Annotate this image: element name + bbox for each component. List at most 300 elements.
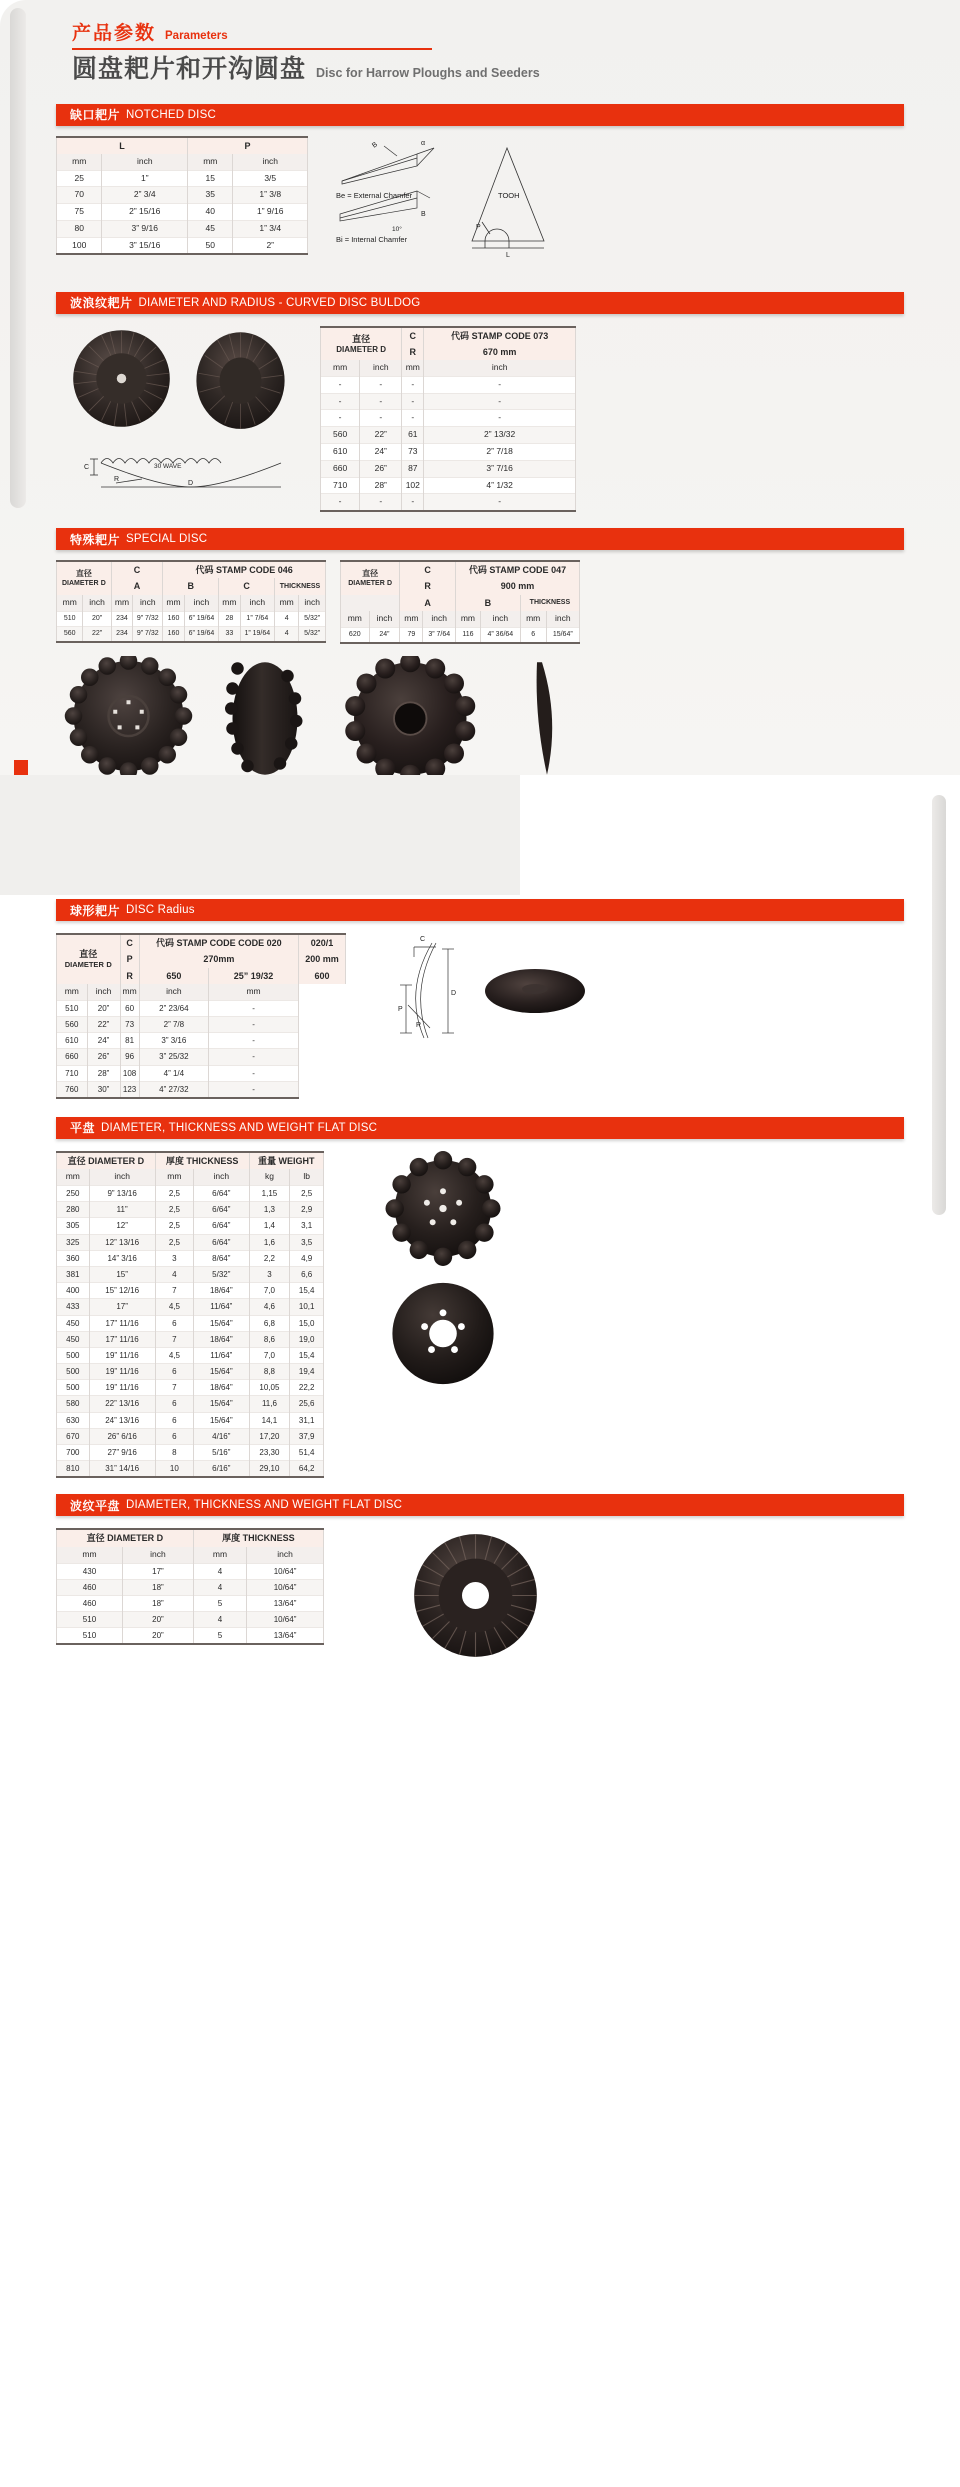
cell: 234 bbox=[111, 611, 132, 626]
cell: 22” bbox=[87, 1016, 120, 1032]
stamp-value: 670 mm bbox=[424, 344, 576, 360]
cell: 580 bbox=[57, 1396, 90, 1412]
table-row bbox=[341, 595, 580, 611]
section-bar-notched bbox=[56, 104, 904, 126]
flat-disc-image-scalloped bbox=[378, 1151, 508, 1266]
cell: 2” bbox=[233, 237, 308, 254]
cell: 4” 1/32 bbox=[424, 477, 576, 494]
unit-header: inch bbox=[247, 1547, 324, 1563]
unit-header: kg bbox=[249, 1169, 290, 1185]
diameter-en: DIAMETER bbox=[64, 960, 104, 970]
cell: 15/64” bbox=[194, 1396, 249, 1412]
cell: 3” 7/64 bbox=[423, 627, 455, 643]
cell: 100 bbox=[57, 237, 102, 254]
wavy-disc-figure bbox=[338, 1528, 543, 1668]
cell: 28” bbox=[360, 477, 402, 494]
cell: 15” bbox=[89, 1266, 155, 1282]
group-header-weight: 重量 WEIGHT bbox=[249, 1152, 323, 1169]
bar-label-en: SPECIAL DISC bbox=[126, 533, 208, 546]
cell: 45 bbox=[188, 220, 233, 237]
bar-label-en: NOTCHED DISC bbox=[126, 108, 216, 121]
radius-label-c: C bbox=[420, 936, 426, 943]
table-row bbox=[57, 1563, 324, 1579]
table-body-notched bbox=[57, 170, 308, 254]
table-row bbox=[57, 1595, 324, 1611]
unit-header: mm bbox=[275, 595, 299, 611]
unit-header: mm bbox=[57, 595, 83, 611]
cell: 325 bbox=[57, 1234, 90, 1250]
cell: - bbox=[321, 494, 360, 511]
cell: 31,1 bbox=[290, 1412, 324, 1428]
cell: 2,5 bbox=[155, 1218, 193, 1234]
cell: 116 bbox=[455, 627, 480, 643]
left-decorative-rail bbox=[10, 8, 26, 508]
cell: 3 bbox=[249, 1266, 290, 1282]
special-disc-figures bbox=[56, 656, 904, 781]
cell: 26” 6/16 bbox=[89, 1428, 155, 1444]
page-title-chinese: 圆盘耙片和开沟圆盘 bbox=[72, 54, 307, 83]
cell: 1,6 bbox=[249, 1234, 290, 1250]
table-row bbox=[57, 170, 308, 187]
flat-bar-wrap bbox=[56, 1117, 904, 1139]
stamp-en: STAMP CODE CODE 020 bbox=[176, 938, 282, 948]
lower-grey-band bbox=[0, 775, 520, 895]
section-wavy-flat-disc bbox=[0, 1494, 960, 1708]
cell: 17” bbox=[122, 1563, 193, 1579]
cell: 15/64” bbox=[194, 1364, 249, 1380]
stamp-en: STAMP CODE 047 bbox=[489, 565, 567, 576]
cell: 23,30 bbox=[249, 1445, 290, 1461]
cell: 11/64” bbox=[194, 1299, 249, 1315]
table-row bbox=[321, 460, 576, 477]
unit-header: mm bbox=[57, 1547, 123, 1563]
table-body-radius bbox=[57, 1000, 346, 1098]
cell: 10/64” bbox=[247, 1579, 324, 1595]
cell: 17” 11/16 bbox=[89, 1315, 155, 1331]
table-notched-disc bbox=[56, 136, 308, 256]
cell: 29,10 bbox=[249, 1461, 290, 1478]
cell: - bbox=[360, 494, 402, 511]
p-value: 270mm bbox=[139, 951, 298, 967]
cell: 4 bbox=[193, 1563, 246, 1579]
cell: 4 bbox=[193, 1579, 246, 1595]
wave-label-d: D bbox=[188, 479, 194, 487]
cell: 18/64” bbox=[194, 1380, 249, 1396]
table-body-bulldog bbox=[321, 376, 576, 511]
unit-header: mm bbox=[155, 1169, 193, 1185]
cell: 123 bbox=[120, 1081, 139, 1098]
cell: 6” 19/64 bbox=[184, 611, 218, 626]
cell: 12” bbox=[89, 1218, 155, 1234]
cell: 2” 15/16 bbox=[102, 204, 188, 221]
bar-label-cn: 缺口耙片 bbox=[70, 108, 121, 122]
cell: 4/16” bbox=[194, 1428, 249, 1444]
cell: 31” 14/16 bbox=[89, 1461, 155, 1478]
page-header bbox=[0, 0, 960, 82]
cell: 560 bbox=[321, 427, 360, 444]
chamfer-label-B-bottom: B bbox=[421, 210, 426, 218]
cell: 4 bbox=[275, 611, 299, 626]
header-kicker bbox=[72, 24, 960, 43]
cell: 14,1 bbox=[249, 1412, 290, 1428]
bar-label-cn: 平盘 bbox=[70, 1121, 96, 1136]
cell: 9” 7/32 bbox=[133, 626, 163, 642]
cell: 6” 19/64 bbox=[184, 626, 218, 642]
lower-section bbox=[0, 775, 960, 1708]
section-bar-wavy bbox=[56, 1494, 904, 1516]
cell: 305 bbox=[57, 1218, 90, 1234]
cell: 700 bbox=[57, 1445, 90, 1461]
cell: 60 bbox=[120, 1000, 139, 1016]
bar-label-cn: 波纹平盘 bbox=[70, 1498, 121, 1513]
table-row bbox=[57, 1266, 324, 1282]
cell: 5/32” bbox=[299, 611, 326, 626]
cell: 2,5 bbox=[155, 1234, 193, 1250]
cell: 19” 11/16 bbox=[89, 1364, 155, 1380]
cell: 26” bbox=[360, 460, 402, 477]
section-bar-radius bbox=[56, 899, 904, 921]
cell: 510 bbox=[57, 1612, 123, 1628]
cell: 51,4 bbox=[290, 1445, 324, 1461]
unit-header: inch bbox=[369, 611, 400, 627]
table-row bbox=[57, 984, 346, 1000]
radius-profile-diagram bbox=[384, 933, 464, 1048]
header-title-row bbox=[72, 54, 960, 83]
bar-label-cn: 特殊耙片 bbox=[70, 532, 121, 547]
cell: - bbox=[402, 494, 424, 511]
cell: 6/64” bbox=[194, 1234, 249, 1250]
stamp-cn: 代码 bbox=[451, 330, 470, 341]
diameter-en: DIAMETER bbox=[61, 579, 99, 587]
cell: 4” 27/32 bbox=[139, 1081, 208, 1098]
table-row bbox=[57, 561, 326, 578]
table-body-special-047 bbox=[341, 627, 580, 643]
table-row bbox=[321, 494, 576, 511]
cell: 6 bbox=[155, 1396, 193, 1412]
unit-header: inch bbox=[480, 611, 520, 627]
table-row bbox=[57, 204, 308, 221]
col-header-R: R bbox=[402, 344, 424, 360]
unit-header: mm bbox=[209, 984, 299, 1000]
label-l: L bbox=[506, 251, 510, 259]
special-disc-image-side-serrated bbox=[210, 656, 315, 781]
cell: 1” 3/8 bbox=[233, 187, 308, 204]
cell: 450 bbox=[57, 1331, 90, 1347]
group-header-diameter bbox=[321, 327, 402, 361]
cell: 250 bbox=[57, 1186, 90, 1202]
col-header-C: C bbox=[120, 934, 139, 951]
cell: 11/64” bbox=[194, 1347, 249, 1363]
cell: 660 bbox=[57, 1049, 88, 1065]
cell: 510 bbox=[57, 1000, 88, 1016]
label-tooh: TOOH bbox=[498, 190, 520, 200]
spherical-disc-image bbox=[480, 936, 590, 1046]
unit-header: mm bbox=[219, 595, 240, 611]
table-row bbox=[57, 1445, 324, 1461]
sub-header-C: C bbox=[219, 578, 275, 594]
diameter-sym: D bbox=[386, 579, 393, 587]
unit-header: inch bbox=[122, 1547, 193, 1563]
cell: 8 bbox=[155, 1445, 193, 1461]
cell: 17” bbox=[89, 1299, 155, 1315]
table-row bbox=[321, 327, 576, 344]
unit-header: mm bbox=[520, 611, 546, 627]
table-row bbox=[57, 626, 326, 642]
group-header-diameter: 直径 DIAMETER D bbox=[57, 1152, 156, 1169]
cell: 24” bbox=[360, 444, 402, 461]
cell: 22” bbox=[360, 427, 402, 444]
cell: 4,9 bbox=[290, 1250, 324, 1266]
cell: 2” 23/64 bbox=[139, 1000, 208, 1016]
cell: 61 bbox=[402, 427, 424, 444]
cell: 2,2 bbox=[249, 1250, 290, 1266]
stamp-cn: 代码 bbox=[195, 565, 214, 576]
cell: 2,9 bbox=[290, 1202, 324, 1218]
cell: 500 bbox=[57, 1380, 90, 1396]
table-row bbox=[341, 627, 580, 643]
cell: 40 bbox=[188, 204, 233, 221]
cell: 9” 7/32 bbox=[133, 611, 163, 626]
bulldog-figures bbox=[56, 326, 306, 496]
cell: - bbox=[360, 376, 402, 393]
bar-label-en: DIAMETER AND RADIUS - CURVED DISC BULDOG bbox=[138, 296, 421, 309]
table-row bbox=[57, 1000, 346, 1016]
special-bar-wrap bbox=[56, 528, 904, 550]
cell: 2” 7/8 bbox=[139, 1016, 208, 1032]
cell: 11” bbox=[89, 1202, 155, 1218]
cell: 5/16” bbox=[194, 1445, 249, 1461]
unit-header: mm bbox=[402, 360, 424, 376]
cell: 6 bbox=[155, 1412, 193, 1428]
unit-header: inch bbox=[194, 1169, 249, 1185]
cell: 6/64” bbox=[194, 1186, 249, 1202]
table-row bbox=[57, 1250, 324, 1266]
table-row bbox=[57, 1380, 324, 1396]
stamp-cn: 代码 bbox=[155, 938, 174, 948]
table-row bbox=[57, 1396, 324, 1412]
stamp-header-group bbox=[163, 561, 326, 578]
cell: 6 bbox=[155, 1364, 193, 1380]
sub-header-A: A bbox=[111, 578, 163, 594]
cell: 24” 13/16 bbox=[89, 1412, 155, 1428]
cell: 9” 13/16 bbox=[89, 1186, 155, 1202]
bar-label-cn: 波浪纹耙片 bbox=[70, 296, 133, 310]
special-disc-image-edge-view bbox=[513, 656, 571, 781]
section-bulldog bbox=[0, 292, 960, 513]
cell: 64,2 bbox=[290, 1461, 324, 1478]
bulldog-bar-wrap bbox=[56, 292, 904, 314]
cell: 15,0 bbox=[290, 1315, 324, 1331]
radius-label-p: P bbox=[398, 1006, 403, 1013]
unit-header: mm bbox=[120, 984, 139, 1000]
cell: 15 bbox=[188, 170, 233, 187]
cell: 18” bbox=[122, 1595, 193, 1611]
table-row bbox=[321, 477, 576, 494]
table-special-047 bbox=[340, 560, 580, 644]
unit-header: inch bbox=[299, 595, 326, 611]
cell: 4” 36/64 bbox=[480, 627, 520, 643]
special-tables-row bbox=[56, 560, 904, 644]
wave-label-r: R bbox=[114, 475, 120, 483]
col-header-R: R bbox=[120, 968, 139, 984]
unit-header: inch bbox=[139, 984, 208, 1000]
cell: 8,8 bbox=[249, 1364, 290, 1380]
cell: 17” 11/16 bbox=[89, 1331, 155, 1347]
unit-header: mm bbox=[188, 154, 233, 170]
table-row bbox=[57, 1547, 324, 1563]
curved-disc-image-angled bbox=[188, 326, 293, 431]
cell: 24” bbox=[87, 1033, 120, 1049]
unit-header: mm bbox=[341, 611, 370, 627]
radius-bar-wrap bbox=[56, 899, 904, 921]
stamp-en: STAMP CODE 046 bbox=[216, 565, 293, 576]
cell: 670 bbox=[57, 1428, 90, 1444]
cell: 3,5 bbox=[290, 1234, 324, 1250]
cell: 22,2 bbox=[290, 1380, 324, 1396]
unit-header: inch bbox=[423, 611, 455, 627]
diameter-en: DIAMETER D bbox=[336, 344, 387, 354]
unit-header: inch bbox=[89, 1169, 155, 1185]
table-row bbox=[341, 561, 580, 578]
table-row bbox=[321, 360, 576, 376]
cell: 430 bbox=[57, 1563, 123, 1579]
unit-header: inch bbox=[133, 595, 163, 611]
kicker-english: Parameters bbox=[165, 29, 228, 42]
cell: 500 bbox=[57, 1364, 90, 1380]
table-body-flat bbox=[57, 1186, 324, 1478]
cell: 2” 3/4 bbox=[102, 187, 188, 204]
cell: 5 bbox=[193, 1628, 246, 1645]
cell: - bbox=[424, 393, 576, 410]
cell: 15,4 bbox=[290, 1347, 324, 1363]
table-row bbox=[57, 1081, 346, 1098]
table-row bbox=[57, 1202, 324, 1218]
cell: 6/64” bbox=[194, 1218, 249, 1234]
cell: 19” 11/16 bbox=[89, 1347, 155, 1363]
cell: 22” 13/16 bbox=[89, 1396, 155, 1412]
cell: 10/64” bbox=[247, 1612, 324, 1628]
curved-disc-image-front bbox=[69, 326, 174, 431]
group-header-diameter bbox=[57, 934, 121, 984]
group-header-diameter bbox=[57, 561, 112, 595]
cell: 710 bbox=[57, 1065, 88, 1081]
table-row bbox=[57, 934, 346, 951]
cell: 4,6 bbox=[249, 1299, 290, 1315]
cell: 73 bbox=[120, 1016, 139, 1032]
cell: 26” bbox=[87, 1049, 120, 1065]
section-bar-flat bbox=[56, 1117, 904, 1139]
cell: 560 bbox=[57, 626, 83, 642]
unit-header: mm bbox=[455, 611, 480, 627]
table-row bbox=[57, 611, 326, 626]
cell: 3,1 bbox=[290, 1218, 324, 1234]
chamfer-label-B-top: B bbox=[371, 140, 379, 150]
figure-chamfer-diagrams bbox=[322, 136, 572, 276]
cell: 12” 13/16 bbox=[89, 1234, 155, 1250]
group-header-L: L bbox=[57, 137, 188, 154]
cell: 360 bbox=[57, 1250, 90, 1266]
cell: 28” bbox=[87, 1065, 120, 1081]
cell: 6,8 bbox=[249, 1315, 290, 1331]
cell: 80 bbox=[57, 220, 102, 237]
table-row bbox=[57, 1579, 324, 1595]
unit-header: lb bbox=[290, 1169, 324, 1185]
r-value-inch: 25” 19/32 bbox=[209, 968, 299, 984]
cell: 28 bbox=[219, 611, 240, 626]
cell: 33 bbox=[219, 626, 240, 642]
radius-content-row bbox=[56, 933, 904, 1099]
cell: 1” bbox=[102, 170, 188, 187]
cell: 6/64” bbox=[194, 1202, 249, 1218]
table-row bbox=[57, 187, 308, 204]
table-row bbox=[57, 237, 308, 254]
cell: 3” 25/32 bbox=[139, 1049, 208, 1065]
cell: 510 bbox=[57, 611, 83, 626]
unit-header: mm bbox=[111, 595, 132, 611]
cell: 4 bbox=[193, 1612, 246, 1628]
cell: - bbox=[424, 376, 576, 393]
unit-header: inch bbox=[87, 984, 120, 1000]
cell: 400 bbox=[57, 1283, 90, 1299]
table-row bbox=[321, 376, 576, 393]
cell: - bbox=[209, 1000, 299, 1016]
table-row bbox=[57, 1412, 324, 1428]
unit-header: mm bbox=[193, 1547, 246, 1563]
table-row bbox=[321, 410, 576, 427]
bulldog-disc-pair bbox=[56, 326, 306, 431]
spacer-cell bbox=[341, 595, 400, 611]
table-row bbox=[57, 220, 308, 237]
cell: - bbox=[321, 393, 360, 410]
table-body-special-046 bbox=[57, 611, 326, 642]
cell: 8,6 bbox=[249, 1331, 290, 1347]
cell: 108 bbox=[120, 1065, 139, 1081]
table-special-046 bbox=[56, 560, 326, 643]
cell: 96 bbox=[120, 1049, 139, 1065]
cell: 160 bbox=[163, 626, 184, 642]
cell: 37,9 bbox=[290, 1428, 324, 1444]
cell: 4 bbox=[155, 1266, 193, 1282]
diameter-cn: 直径 bbox=[75, 568, 92, 578]
cell: 14” 3/16 bbox=[89, 1250, 155, 1266]
cell: 2,5 bbox=[155, 1202, 193, 1218]
cell: - bbox=[209, 1081, 299, 1098]
table-row bbox=[57, 1612, 324, 1628]
cell: 3” 9/16 bbox=[102, 220, 188, 237]
table-row bbox=[57, 1347, 324, 1363]
cell: 73 bbox=[402, 444, 424, 461]
cell: 10 bbox=[155, 1461, 193, 1478]
unit-header: inch bbox=[546, 611, 579, 627]
cell: 7 bbox=[155, 1283, 193, 1299]
diameter-cn: 直径 bbox=[79, 949, 98, 960]
section-bar-bulldog bbox=[56, 292, 904, 314]
table-disc-radius bbox=[56, 933, 346, 1099]
code-alt: 020/1 bbox=[299, 934, 346, 951]
bar-label-en: DIAMETER, THICKNESS AND WEIGHT FLAT DISC bbox=[101, 1121, 378, 1134]
bar-label-cn: 球形耙片 bbox=[70, 903, 121, 918]
cell: 1,3 bbox=[249, 1202, 290, 1218]
cell: - bbox=[424, 494, 576, 511]
flat-content-row bbox=[56, 1151, 904, 1478]
cell: 19” 11/16 bbox=[89, 1380, 155, 1396]
cell: 15/64” bbox=[546, 627, 579, 643]
cell: 1” 9/16 bbox=[233, 204, 308, 221]
cell: 15” 12/16 bbox=[89, 1283, 155, 1299]
cell: 70 bbox=[57, 187, 102, 204]
p-value-alt: 200 mm bbox=[299, 951, 346, 967]
chamfer-diagram-svg bbox=[322, 136, 572, 276]
